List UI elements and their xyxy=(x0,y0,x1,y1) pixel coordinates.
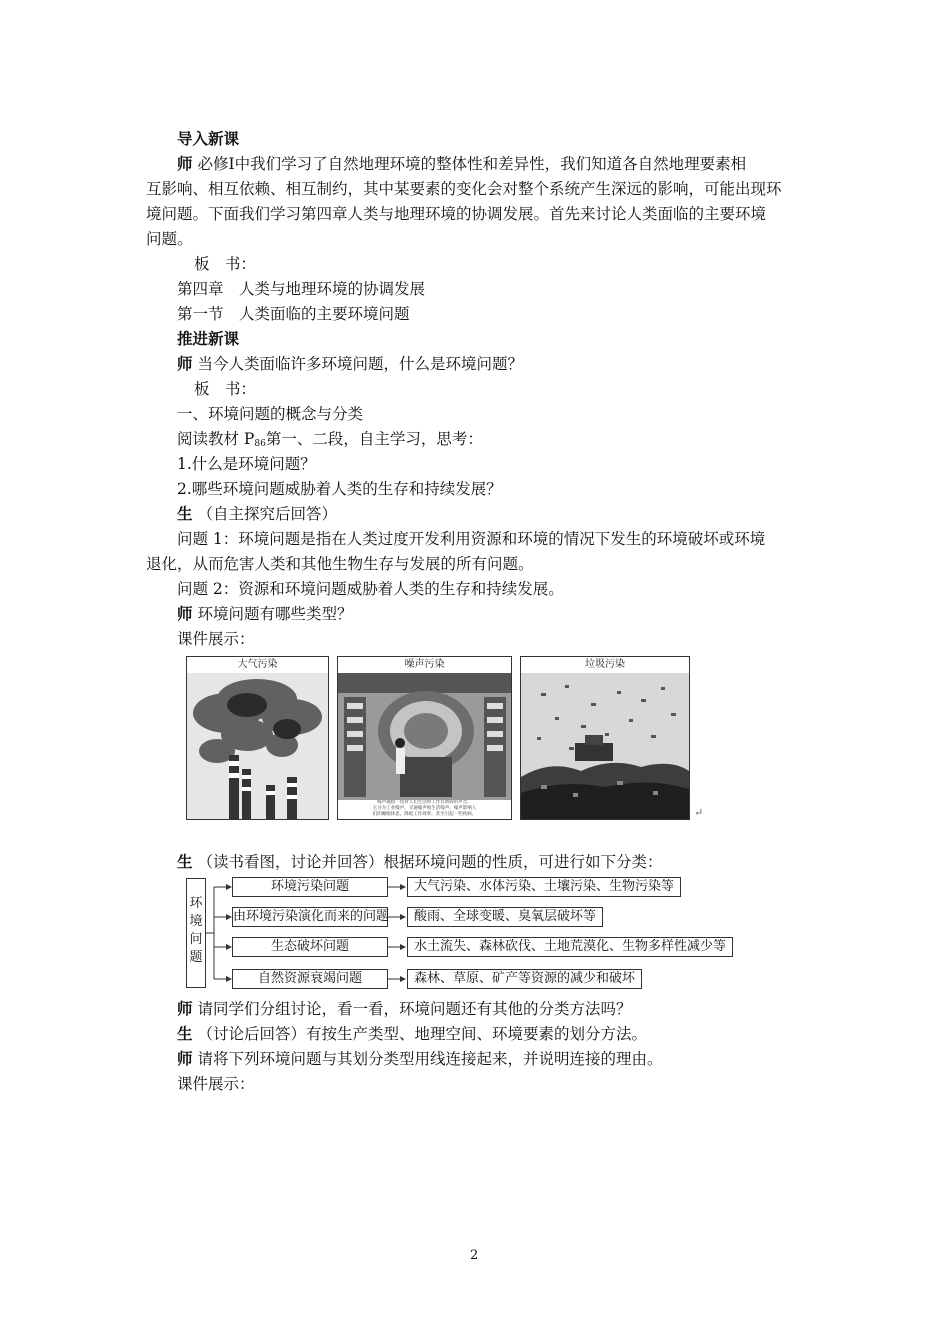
courseware-label: 课件展示： xyxy=(177,630,255,648)
outline-item: 一、环境问题的概念与分类 xyxy=(177,405,364,423)
advance-heading: 推进新课 xyxy=(177,330,240,348)
page-number: 2 xyxy=(470,1248,479,1263)
category-box: 环境污染问题 xyxy=(232,877,388,897)
photo-noise-pollution xyxy=(337,656,512,820)
detail-box: 森林、草原、矿产等资源的减少和破坏 xyxy=(407,969,642,989)
return-mark: ↵ xyxy=(694,806,704,819)
paragraph-line: 师 当今人类面临许多环境问题，什么是环境问题？ xyxy=(177,355,523,373)
paragraph-line: 互影响、相互依赖、相互制约，其中某要素的变化会对整个系统产生深远的影响，可能出现环 xyxy=(146,180,782,198)
answer-2: 问题 2：资源和环境问题威胁着人类的生存和持续发展。 xyxy=(177,580,564,598)
teacher-label: 师 xyxy=(177,155,193,173)
answer-1-cont: 退化，从而危害人类和其他生物生存与发展的所有问题。 xyxy=(146,555,534,573)
smokestack-image xyxy=(187,673,328,819)
detail-box: 酸雨、全球变暖、臭氧层破坏等 xyxy=(407,907,603,927)
section-title: 第一节 人类面临的主要环境问题 xyxy=(177,305,410,323)
landfill-image xyxy=(521,673,689,819)
detail-box: 大气污染、水体污染、土壤污染、生物污染等 xyxy=(407,877,681,897)
courseware-label: 课件展示： xyxy=(177,1075,255,1093)
reading-instruction: 阅读教材 $P_{86}$第一、二段，自主学习，思考： xyxy=(177,430,483,449)
paragraph-line: 境问题。下面我们学习第四章人类与地理环境的协调发展。首先来讨论人类面临的主要环境 xyxy=(146,205,767,223)
student-label: 生 xyxy=(177,505,193,523)
chapter-title: 第四章 人类与地理环境的协调发展 xyxy=(177,280,426,298)
board-label: 板 书： xyxy=(194,380,257,398)
paragraph-line: 师 环境问题有哪些类型？ xyxy=(177,605,353,623)
answer-1: 问题 1：环境问题是指在人类过度开发利用资源和环境的情况下发生的环境破坏或环境 xyxy=(177,530,766,548)
factory-image xyxy=(338,673,511,801)
teacher-label: 师 xyxy=(177,1000,193,1018)
question-1: 1.什么是环境问题？ xyxy=(177,455,316,473)
photo-caption: 垃圾污染 xyxy=(521,657,689,673)
paragraph-line: 生 （自主探究后回答） xyxy=(177,505,337,523)
photo-garbage-pollution xyxy=(520,656,690,820)
paragraph-line: 师 请同学们分组讨论，看一看，环境问题还有其他的分类方法吗？ xyxy=(177,1000,632,1018)
detail-box: 水土流失、森林砍伐、土地荒漠化、生物多样性减少等 xyxy=(407,937,733,957)
paragraph-line: 生 （讨论后回答）有按生产类型、地理空间、环境要素的划分方法。 xyxy=(177,1025,647,1043)
paragraph-line: 师 请将下列环境问题与其划分类型用线连接起来，并说明连接的理由。 xyxy=(177,1050,663,1068)
paragraph-line: 问题。 xyxy=(146,230,193,248)
photo-note: 噪声通指一切对人们生活和工作有妨碍的声音， 它分为工业噪声、交通噪声和生活噪声，噪声影响人 们的睡眠休息，降低工作效率，甚至引起一些疾病。 xyxy=(338,800,511,819)
root-box: 环 境 问 题 xyxy=(186,878,206,988)
teacher-label: 师 xyxy=(177,1050,193,1068)
student-label: 生 xyxy=(177,1025,193,1043)
category-box: 生态破坏问题 xyxy=(232,937,388,957)
photo-caption: 噪声污染 xyxy=(338,657,511,673)
classification-diagram xyxy=(186,876,756,991)
board-label: 板 书： xyxy=(194,255,257,273)
paragraph-line: 师 必修Ⅰ中我们学习了自然地理环境的整体性和差异性，我们知道各自然地理要素相 xyxy=(177,155,747,173)
paragraph-line: 生 （读书看图，讨论并回答）根据环境问题的性质，可进行如下分类： xyxy=(177,853,663,871)
question-2: 2.哪些环境问题威胁着人类的生存和持续发展？ xyxy=(177,480,502,498)
intro-heading: 导入新课 xyxy=(177,130,240,148)
teacher-label: 师 xyxy=(177,605,193,623)
category-box: 由环境污染演化而来的问题 xyxy=(232,907,388,927)
photo-air-pollution xyxy=(186,656,329,820)
student-label: 生 xyxy=(177,853,193,871)
category-box: 自然资源衰竭问题 xyxy=(232,969,388,989)
teacher-label: 师 xyxy=(177,355,193,373)
photo-caption: 大气污染 xyxy=(187,657,328,673)
